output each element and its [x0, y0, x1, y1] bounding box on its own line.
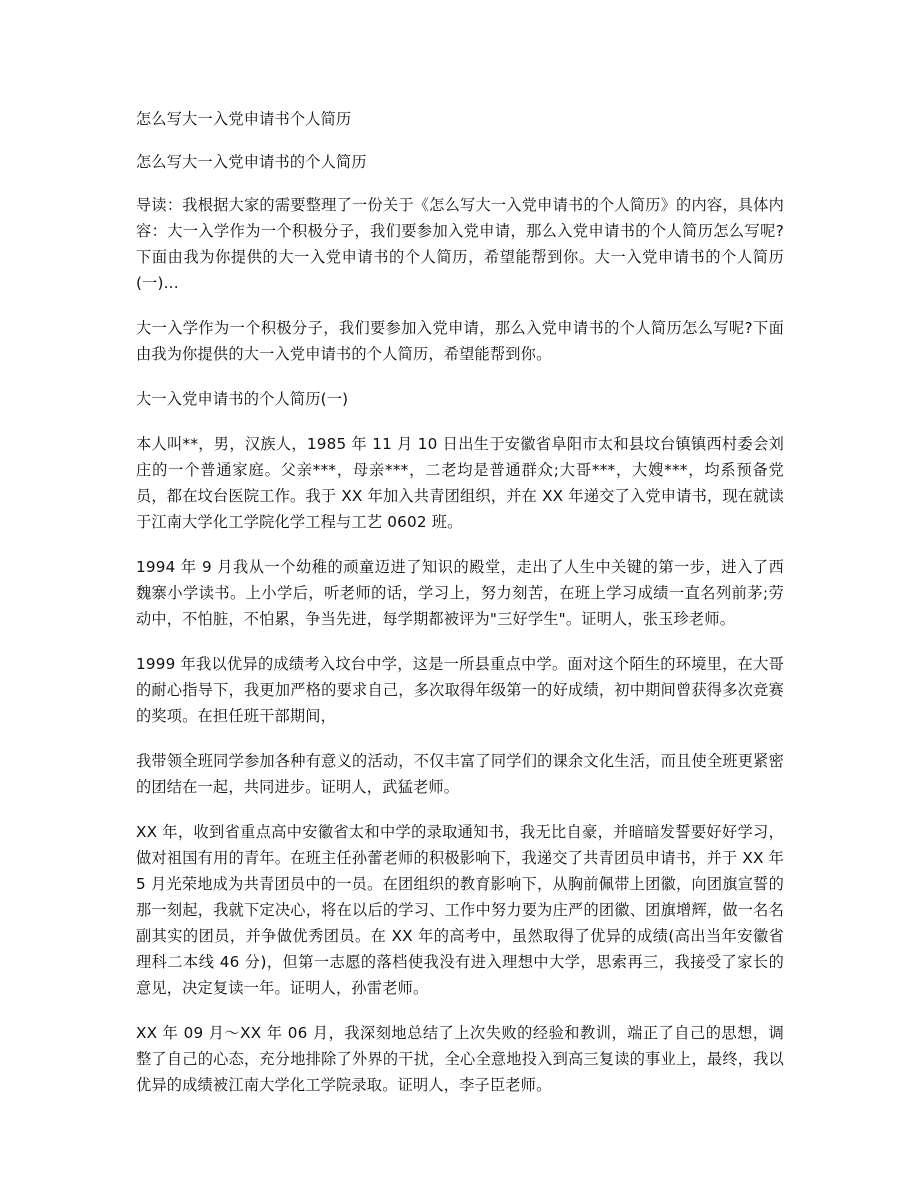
paragraph-repeat-year: XX 年 09 月～XX 年 06 月，我深刻地总结了上次失败的经验和教训，端正了自己的思想，调整了自己的心态，充分地排除了外界的干扰，全心全意地投入到高三复读的事业上，最终，我以优异的成绩被江南大学化工学院录取。证明人，李子臣老师。 [136, 1024, 784, 1094]
paragraph-class-leader: 我带领全班同学参加各种有意义的活动，不仅丰富了同学们的课余文化生活，而且使全班更紧密的团结在一起，共同进步。证明人，武猛老师。 [136, 752, 784, 796]
paragraph-background: 本人叫**，男，汉族人，1985 年 11 月 10 日出生于安徽省阜阳市太和县坟台镇镇西村委会刘庄的一个普通家庭。父亲***，母亲***，二老均是普通群众;大哥***，大嫂***，均系预备党员，都在坟台医院工作。我于 XX 年加入共青团组织，并在 XX 年递交了入党申请书，现在就读于江南大学化工学院化学工程与工艺 0602 班。 [136, 435, 784, 531]
paragraph-middle-school: 1999 年我以优异的成绩考入坟台中学，这是一所县重点中学。面对这个陌生的环境里，在大哥的耐心指导下，我更加严格的要求自己，多次取得年级第一的好成绩，初中期间曾获得多次竞赛的奖项。在担任班干部期间， [136, 655, 784, 725]
paragraph-intro: 导读：我根据大家的需要整理了一份关于《怎么写大一入党申请书的个人简历》的内容，具体内容：大一入学作为一个积极分子，我们要参加入党申请，那么入党申请书的个人简历怎么写呢?下面由我为你提供的大一入党申请书的个人简历，希望能帮到你。大一入党申请书的个人简历(一)... [136, 196, 784, 292]
paragraph-high-school: XX 年，收到省重点高中安徽省太和中学的录取通知书，我无比自豪，并暗暗发誓要好好学习，做对祖国有用的青年。在班主任孙蕾老师的积极影响下，我递交了共青团员申请书，并于 XX 年 5 月光荣地成为共青团员中的一员。在团组织的教育影响下，从胸前佩带上团徽，向团旗宣誓的那一刻起，我就下定决心，将在以后的学习、工作中努力要为庄严的团徽、团旗增辉，做一名名副其实的团员，并争做优秀团员。在 XX 年的高考中，虽然取得了优异的成绩(高出当年安徽省理科二本线 46 分)，但第一志愿的落档使我没有进入理想中大学，思索再三，我接受了家长的意见，决定复读一年。证明人，孙雷老师。 [136, 823, 784, 997]
paragraph-lead: 大一入学作为一个积极分子，我们要参加入党申请，那么入党申请书的个人简历怎么写呢?下面由我为你提供的大一入党申请书的个人简历，希望能帮到你。 [136, 319, 784, 363]
section-heading: 大一入党申请书的个人简历(一) [136, 390, 349, 408]
document-title: 怎么写大一入党申请书个人简历 [136, 110, 352, 128]
document-subtitle: 怎么写大一入党申请书的个人简历 [136, 153, 367, 171]
document-body [136, 106, 784, 1117]
paragraph-primary-school: 1994 年 9 月我从一个幼稚的顽童迈进了知识的殿堂，走出了人生中关键的第一步，进入了西魏寨小学读书。上小学后，听老师的话，学习上，努力刻苦，在班上学习成绩一直名列前茅;劳动中，不怕脏，不怕累，争当先进，每学期都被评为"三好学生"。证明人，张玉珍老师。 [136, 558, 784, 628]
